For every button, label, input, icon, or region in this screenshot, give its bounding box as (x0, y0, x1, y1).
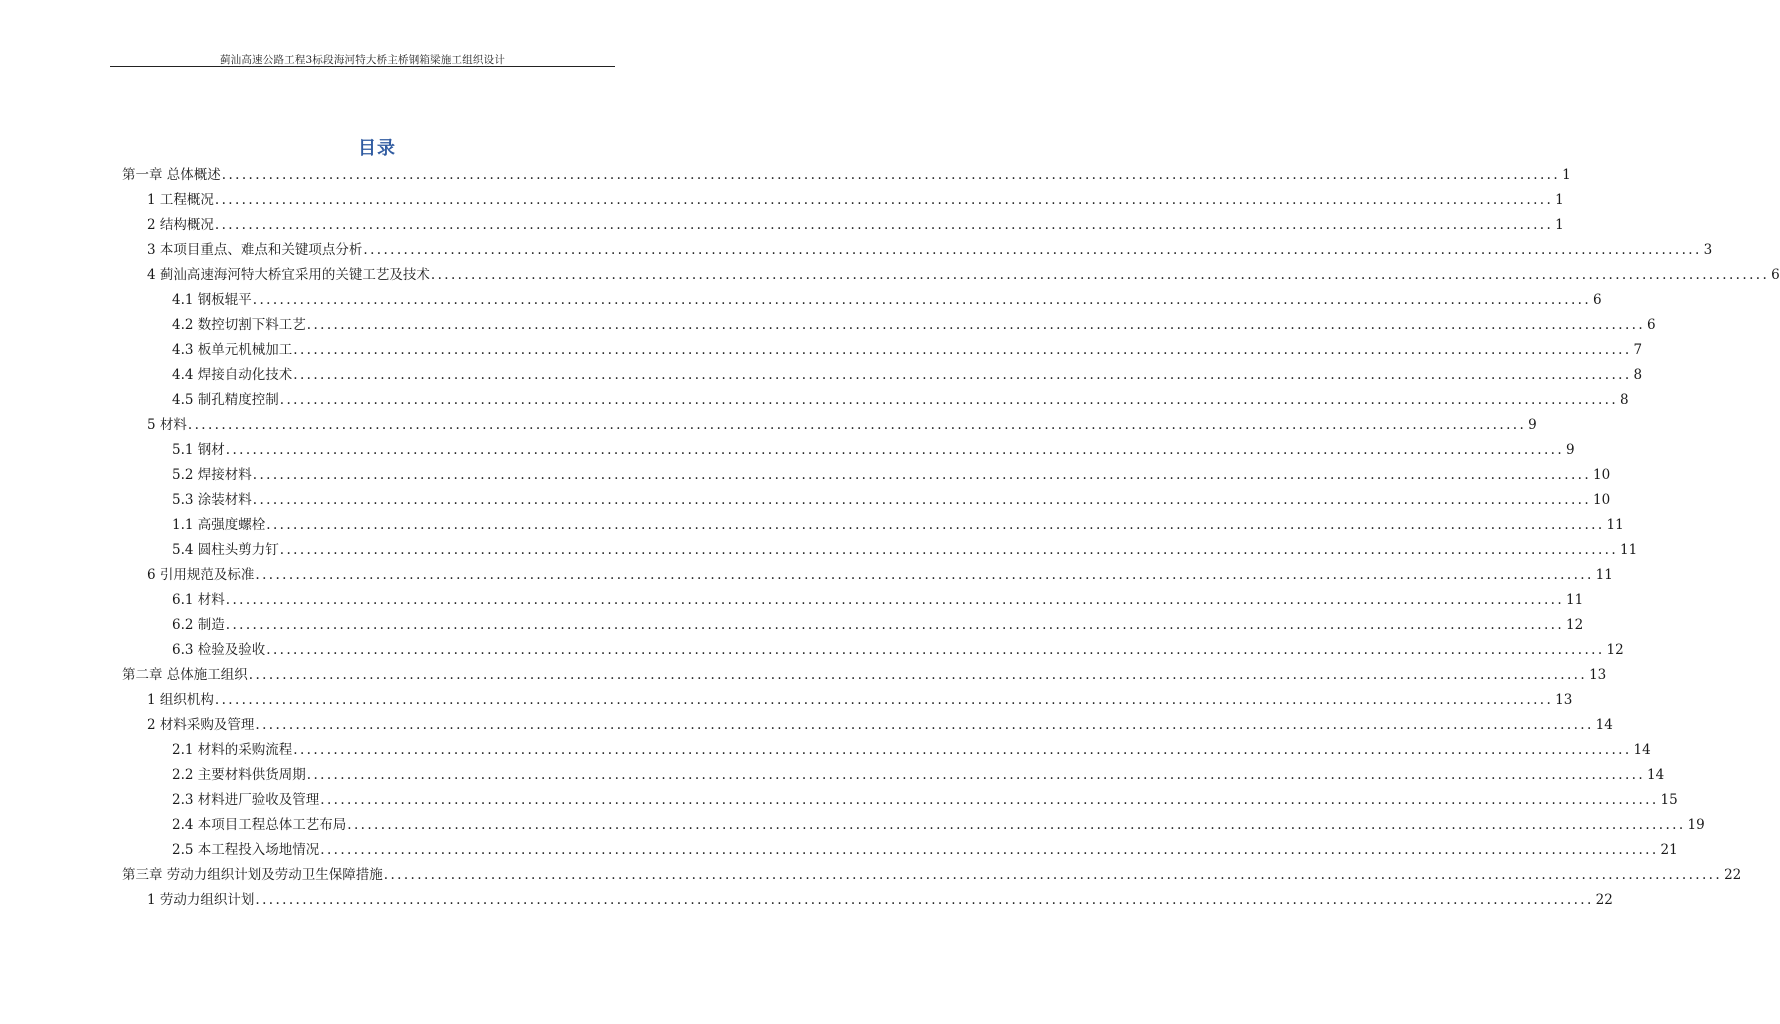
toc-entry-label: 1 劳动力组织计划 (147, 892, 255, 908)
toc-entry[interactable] (147, 413, 1537, 437)
toc-entry-page-number: 15 (1660, 792, 1678, 808)
header-rule (110, 66, 615, 67)
toc-entry[interactable] (147, 188, 1564, 212)
toc-entry-page-number: 6 (1593, 292, 1602, 308)
toc-entry-page-number: 11 (1595, 567, 1613, 583)
toc-entry-page-number: 14 (1647, 767, 1665, 783)
toc-entry[interactable] (172, 813, 1705, 837)
dot-leader: ........................................................................................................................................................................................................ (255, 567, 1594, 583)
dot-leader: ........................................................................................................................................................................................................ (279, 392, 1619, 408)
dot-leader: ........................................................................................................................................................................................................ (306, 767, 1646, 783)
toc-entry[interactable] (172, 388, 1629, 412)
toc-entry-page-number: 13 (1555, 692, 1573, 708)
toc-entry-page-number: 10 (1593, 467, 1611, 483)
toc-entry-label: 1.1 高强度螺栓 (172, 517, 266, 533)
toc-entry-label: 4.2 数控切割下料工艺 (172, 317, 306, 333)
toc-entry-page-number: 10 (1593, 492, 1611, 508)
toc-entry-page-number: 11 (1606, 517, 1624, 533)
page-header: 蓟汕高速公路工程3标段海河特大桥主桥钢箱梁施工组织设计 (219, 54, 506, 66)
toc-entry[interactable] (172, 363, 1643, 387)
toc-entry-label: 2 材料采购及管理 (147, 717, 255, 733)
toc-entry[interactable] (172, 613, 1584, 637)
toc-entry-page-number: 8 (1620, 392, 1629, 408)
toc-entry-page-number: 14 (1595, 717, 1613, 733)
toc-entry-page-number: 12 (1566, 617, 1584, 633)
dot-leader: ........................................................................................................................................................................................................ (255, 717, 1594, 733)
dot-leader: ........................................................................................................................................................................................................ (252, 492, 1592, 508)
toc-entry-label: 5.4 圆柱头剪力钉 (172, 542, 279, 558)
dot-leader: ........................................................................................................................................................................................................ (320, 842, 1659, 858)
toc-entry-page-number: 12 (1606, 642, 1624, 658)
toc-entry-label: 4.4 焊接自动化技术 (172, 367, 293, 383)
toc-entry[interactable] (147, 563, 1613, 587)
dot-leader: ........................................................................................................................................................................................................ (266, 517, 1605, 533)
toc-entry-label: 4 蓟汕高速海河特大桥宜采用的关键工艺及技术 (147, 267, 430, 283)
toc-entry-label: 5.1 钢材 (172, 442, 225, 458)
toc-entry-label: 第二章 总体施工组织 (122, 667, 248, 683)
toc-entry[interactable] (147, 213, 1564, 237)
toc-entry-page-number: 6 (1771, 267, 1780, 283)
toc-entry[interactable] (172, 588, 1584, 612)
toc-entry-page-number: 11 (1566, 592, 1584, 608)
dot-leader: ........................................................................................................................................................................................................ (214, 217, 1554, 233)
dot-leader: ........................................................................................................................................................................................................ (255, 892, 1594, 908)
dot-leader: ........................................................................................................................................................................................................ (187, 417, 1527, 433)
toc-entry[interactable] (172, 763, 1665, 787)
toc-entry-page-number: 11 (1620, 542, 1638, 558)
dot-leader: ........................................................................................................................................................................................................ (248, 667, 1588, 683)
dot-leader: ........................................................................................................................................................................................................ (266, 642, 1605, 658)
toc-entry[interactable] (122, 163, 1571, 187)
toc-entry[interactable] (172, 288, 1602, 312)
toc-title: 目录 (358, 138, 396, 159)
toc-entry[interactable] (147, 888, 1613, 912)
toc-entry[interactable] (122, 863, 1742, 887)
toc-entry-label: 1 工程概况 (147, 192, 214, 208)
toc-entry-page-number: 22 (1595, 892, 1613, 908)
dot-leader: ........................................................................................................................................................................................................ (252, 292, 1592, 308)
toc-entry[interactable] (147, 238, 1713, 262)
toc-entry[interactable] (172, 738, 1651, 762)
toc-entry-label: 2.4 本项目工程总体工艺布局 (172, 817, 347, 833)
toc-entry[interactable] (172, 538, 1638, 562)
dot-leader: ........................................................................................................................................................................................................ (383, 867, 1723, 883)
dot-leader: ........................................................................................................................................................................................................ (225, 617, 1565, 633)
dot-leader: ........................................................................................................................................................................................................ (293, 367, 1632, 383)
toc-entry[interactable] (172, 788, 1678, 812)
toc-entry-page-number: 21 (1660, 842, 1678, 858)
toc-entry-label: 4.5 制孔精度控制 (172, 392, 279, 408)
toc-entry-page-number: 1 (1555, 217, 1564, 233)
toc-entry-label: 6.2 制造 (172, 617, 225, 633)
toc-entry[interactable] (172, 488, 1611, 512)
toc-entry-label: 6.3 检验及验收 (172, 642, 266, 658)
toc-entry-label: 5 材料 (147, 417, 187, 433)
toc-entry-page-number: 19 (1687, 817, 1705, 833)
dot-leader: ........................................................................................................................................................................................................ (252, 467, 1592, 483)
toc-entry-page-number: 3 (1703, 242, 1713, 258)
toc-entry-page-number: 9 (1528, 417, 1537, 433)
toc-entry[interactable] (172, 638, 1624, 662)
dot-leader: ........................................................................................................................................................................................................ (320, 792, 1659, 808)
toc-entry-page-number: 14 (1633, 742, 1651, 758)
toc-entry-label: 2.5 本工程投入场地情况 (172, 842, 320, 858)
toc-entry-label: 1 组织机构 (147, 692, 214, 708)
dot-leader: ........................................................................................................................................................................................................ (214, 692, 1554, 708)
toc-entry-page-number: 6 (1647, 317, 1656, 333)
dot-leader: ........................................................................................................................................................................................................ (293, 342, 1632, 358)
toc-entry-label: 2.2 主要材料供货周期 (172, 767, 306, 783)
toc-entry[interactable] (147, 713, 1613, 737)
toc-entry[interactable] (172, 438, 1575, 462)
toc-entry[interactable] (172, 463, 1611, 487)
toc-entry-label: 4.1 钢板辊平 (172, 292, 252, 308)
dot-leader: ........................................................................................................................................................................................................ (363, 242, 1702, 258)
toc-entry-page-number: 13 (1589, 667, 1607, 683)
toc-entry-label: 4.3 板单元机械加工 (172, 342, 293, 358)
toc-entry-label: 5.2 焊接材料 (172, 467, 252, 483)
dot-leader: ........................................................................................................................................................................................................ (225, 442, 1565, 458)
toc-entry-page-number: 7 (1633, 342, 1643, 358)
toc-entry-label: 2.1 材料的采购流程 (172, 742, 293, 758)
dot-leader: ........................................................................................................................................................................................................ (306, 317, 1646, 333)
toc-entry-label: 第三章 劳动力组织计划及劳动卫生保障措施 (122, 867, 383, 883)
dot-leader: ........................................................................................................................................................................................................ (221, 167, 1561, 183)
toc-entry[interactable] (172, 313, 1656, 337)
dot-leader: ........................................................................................................................................................................................................ (430, 267, 1770, 283)
toc-entry-label: 2 结构概况 (147, 217, 214, 233)
toc-entry-label: 6 引用规范及标准 (147, 567, 255, 583)
toc-entry[interactable] (172, 838, 1678, 862)
dot-leader: ........................................................................................................................................................................................................ (293, 742, 1632, 758)
toc-entry-label: 2.3 材料进厂验收及管理 (172, 792, 320, 808)
dot-leader: ........................................................................................................................................................................................................ (347, 817, 1686, 833)
toc-entry[interactable] (172, 338, 1643, 362)
toc-entry[interactable] (122, 663, 1607, 687)
toc-entry-page-number: 1 (1562, 167, 1571, 183)
dot-leader: ........................................................................................................................................................................................................ (225, 592, 1565, 608)
toc-entry[interactable] (172, 513, 1624, 537)
toc-entry-label: 5.3 涂装材料 (172, 492, 252, 508)
toc-entry[interactable] (147, 263, 1780, 287)
toc-entry-page-number: 1 (1555, 192, 1564, 208)
toc-entry[interactable] (147, 688, 1573, 712)
toc-entry-label: 第一章 总体概述 (122, 167, 221, 183)
toc-entry-label: 6.1 材料 (172, 592, 225, 608)
dot-leader: ........................................................................................................................................................................................................ (214, 192, 1554, 208)
toc-entry-label: 3 本项目重点、难点和关键项点分析 (147, 242, 363, 258)
toc-entry-page-number: 8 (1633, 367, 1643, 383)
toc-entry-page-number: 22 (1724, 867, 1742, 883)
toc-entry-page-number: 9 (1566, 442, 1575, 458)
dot-leader: ........................................................................................................................................................................................................ (279, 542, 1619, 558)
